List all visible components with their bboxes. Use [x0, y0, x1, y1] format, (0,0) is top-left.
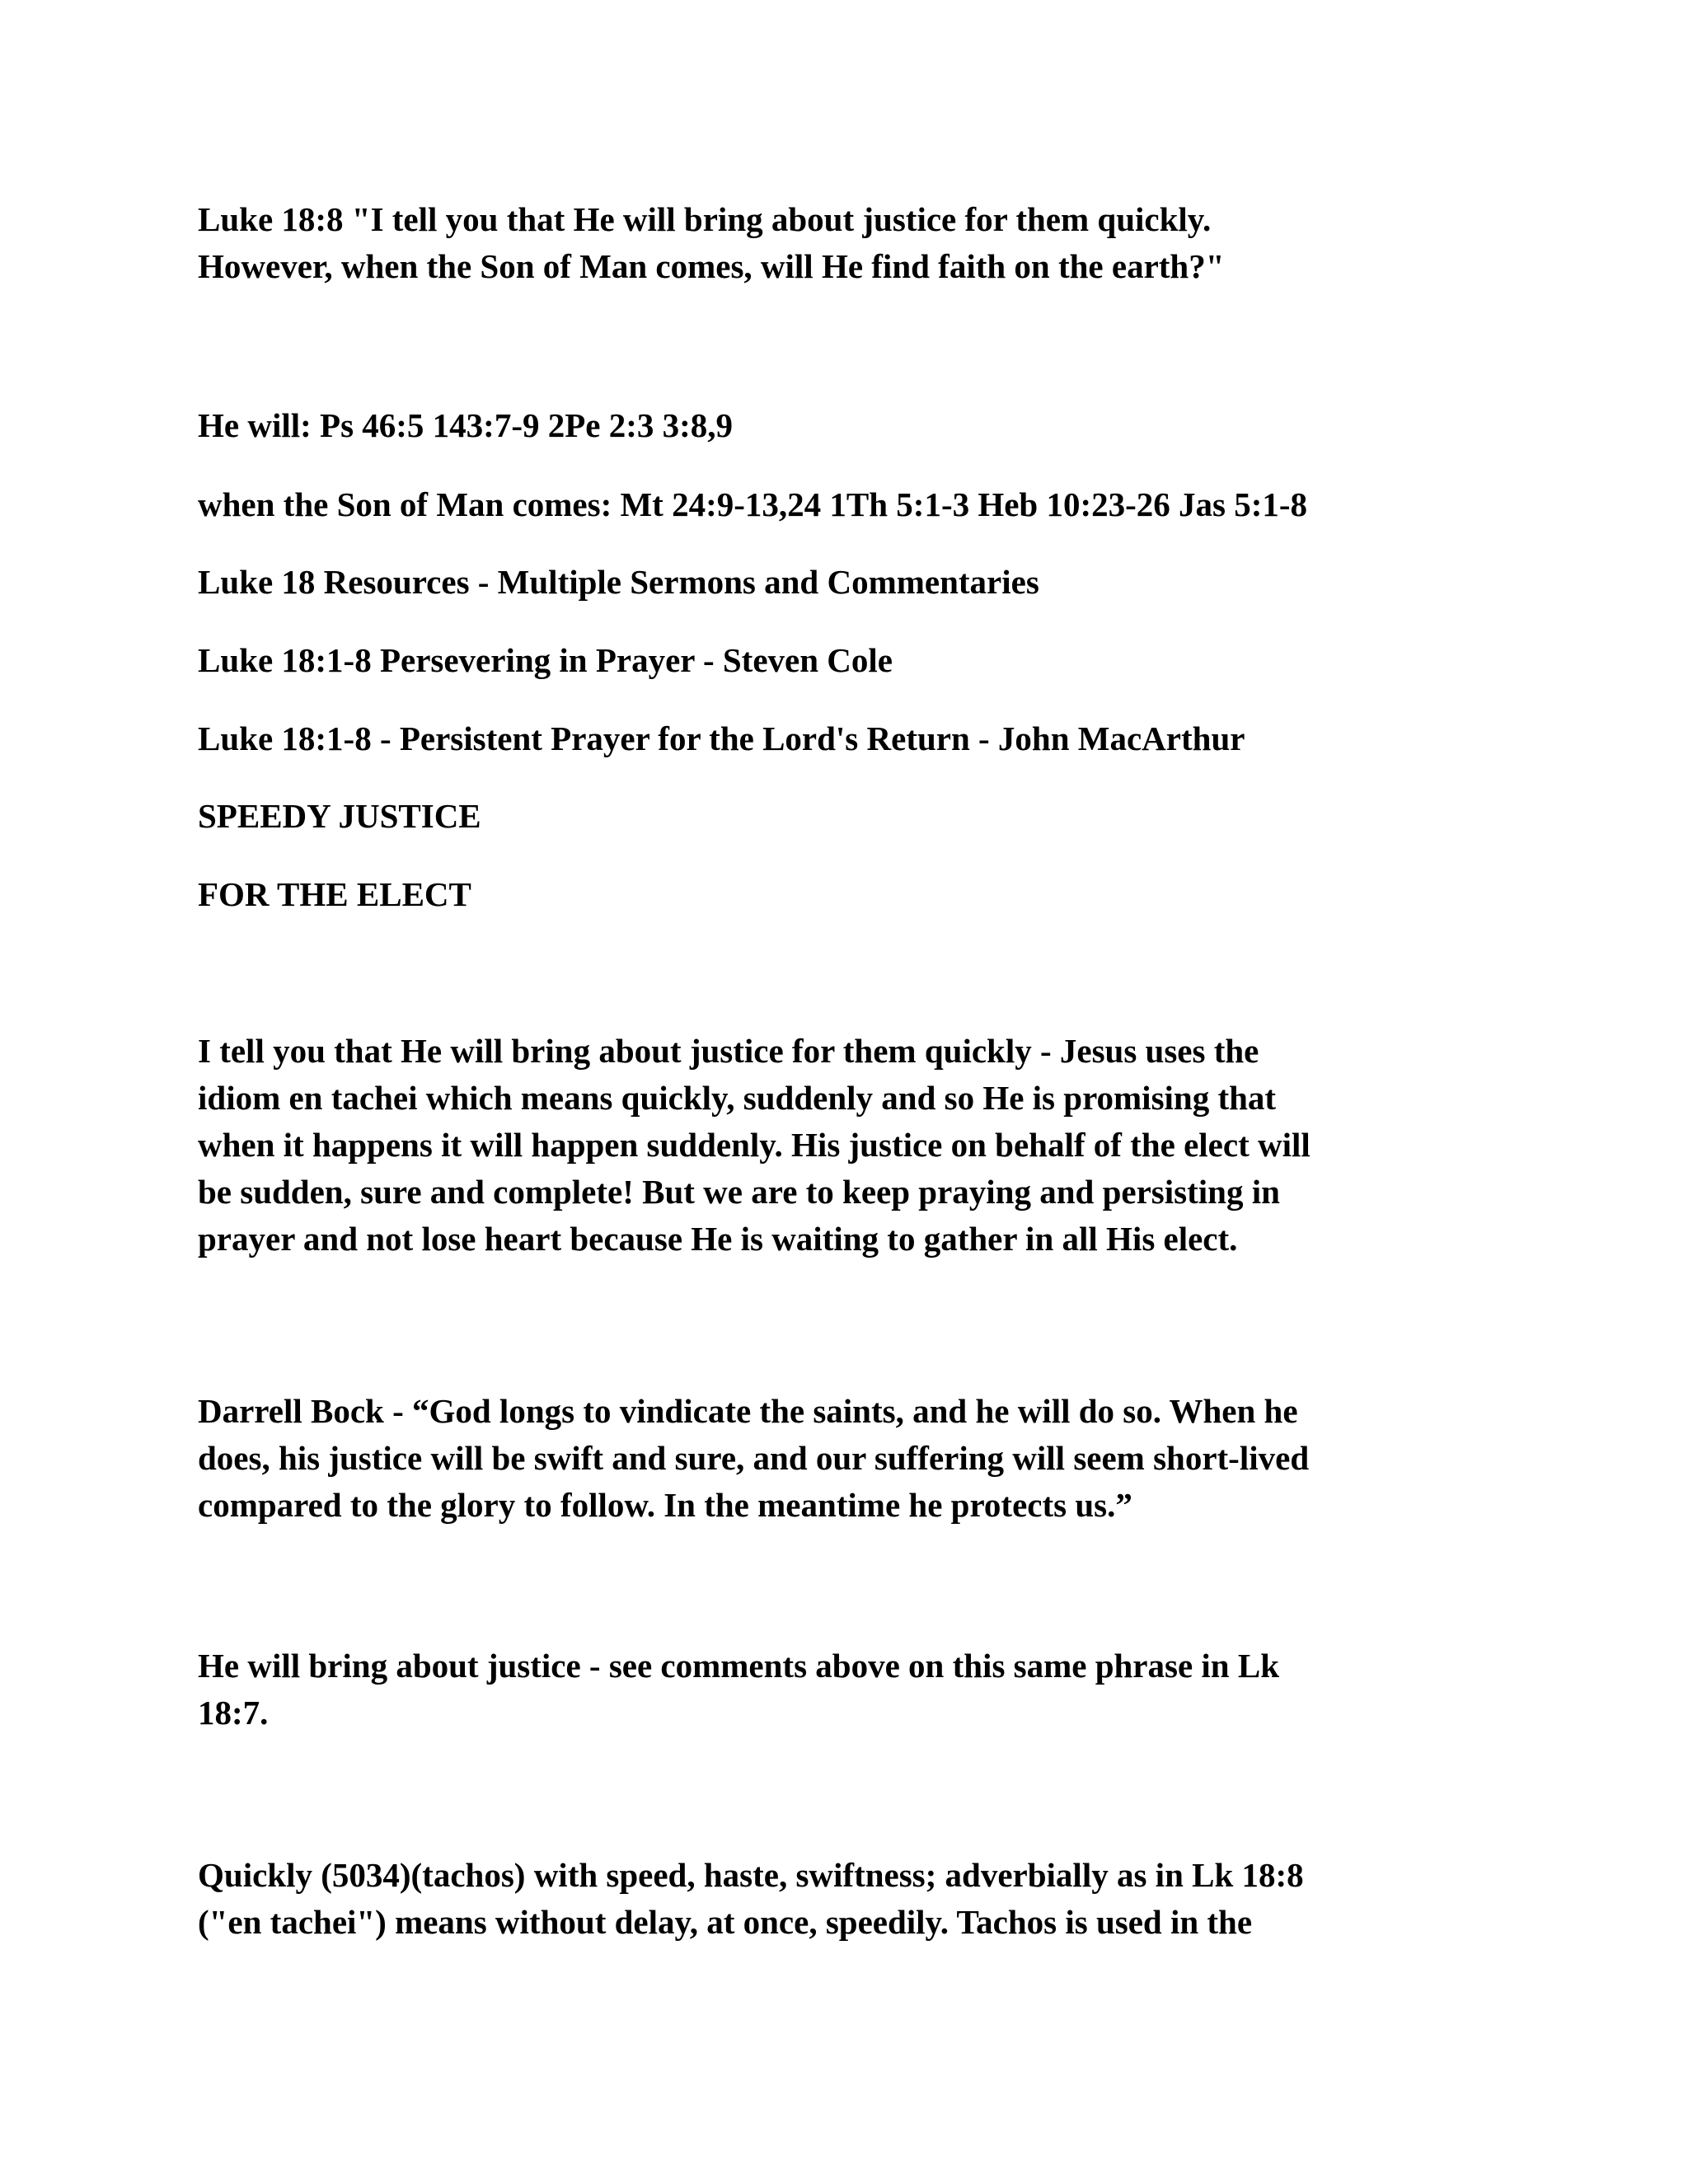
cross-reference-son-of-man: when the Son of Man comes: Mt 24:9-13,24 1Th 5:1-3 Heb 10:23-26 Jas 5:1-8	[198, 485, 1308, 523]
paragraph-darrell-bock-quote	[198, 1388, 1484, 1529]
paragraph-line: be sudden, sure and complete! But we are to keep praying and persisting in	[198, 1173, 1280, 1211]
paragraph-line: prayer and not lose heart because He is waiting to gather in all His elect.	[198, 1220, 1238, 1258]
verse-heading-line: However, when the Son of Man comes, will He find faith on the earth?"	[198, 247, 1225, 285]
paragraph-line: ("en tachei") means without delay, at once, speedily. Tachos is used in the	[198, 1903, 1253, 1941]
paragraph-line: Darrell Bock - “God longs to vindicate the saints, and he will do so. When he	[198, 1392, 1298, 1430]
resource-link-steven-cole[interactable]: Luke 18:1-8 Persevering in Prayer - Steven Cole	[198, 641, 893, 679]
paragraph-line: I tell you that He will bring about justice for them quickly - Jesus uses the	[198, 1032, 1259, 1070]
paragraph-bring-about-justice	[198, 1643, 1484, 1736]
verse-heading	[198, 196, 1484, 290]
paragraph-line: He will bring about justice - see comments above on this same phrase in Lk	[198, 1647, 1279, 1685]
resource-link-john-macarthur[interactable]: Luke 18:1-8 - Persistent Prayer for the Lord's Return - John MacArthur	[198, 719, 1245, 757]
paragraph-line: Quickly (5034)(tachos) with speed, haste, swiftness; adverbially as in Lk 18:8	[198, 1856, 1304, 1894]
paragraph-line: does, his justice will be swift and sure, and our suffering will seem short-lived	[198, 1439, 1310, 1477]
section-title-line: FOR THE ELECT	[198, 875, 471, 913]
paragraph-speedy-justice	[198, 1028, 1484, 1263]
paragraph-line: 18:7.	[198, 1694, 269, 1732]
paragraph-line: compared to the glory to follow. In the meantime he protects us.”	[198, 1486, 1132, 1524]
verse-heading-line: Luke 18:8 "I tell you that He will bring about justice for them quickly.	[198, 200, 1212, 238]
section-title-line: SPEEDY JUSTICE	[198, 797, 481, 835]
paragraph-line: idiom en tachei which means quickly, suddenly and so He is promising that	[198, 1079, 1277, 1117]
cross-reference-he-will: He will: Ps 46:5 143:7-9 2Pe 2:3 3:8,9	[198, 406, 734, 444]
paragraph-line: when it happens it will happen suddenly. His justice on behalf of the elect will	[198, 1126, 1311, 1164]
resource-link-luke-18[interactable]: Luke 18 Resources - Multiple Sermons and Commentaries	[198, 563, 1039, 601]
paragraph-quickly-definition	[198, 1852, 1484, 1946]
